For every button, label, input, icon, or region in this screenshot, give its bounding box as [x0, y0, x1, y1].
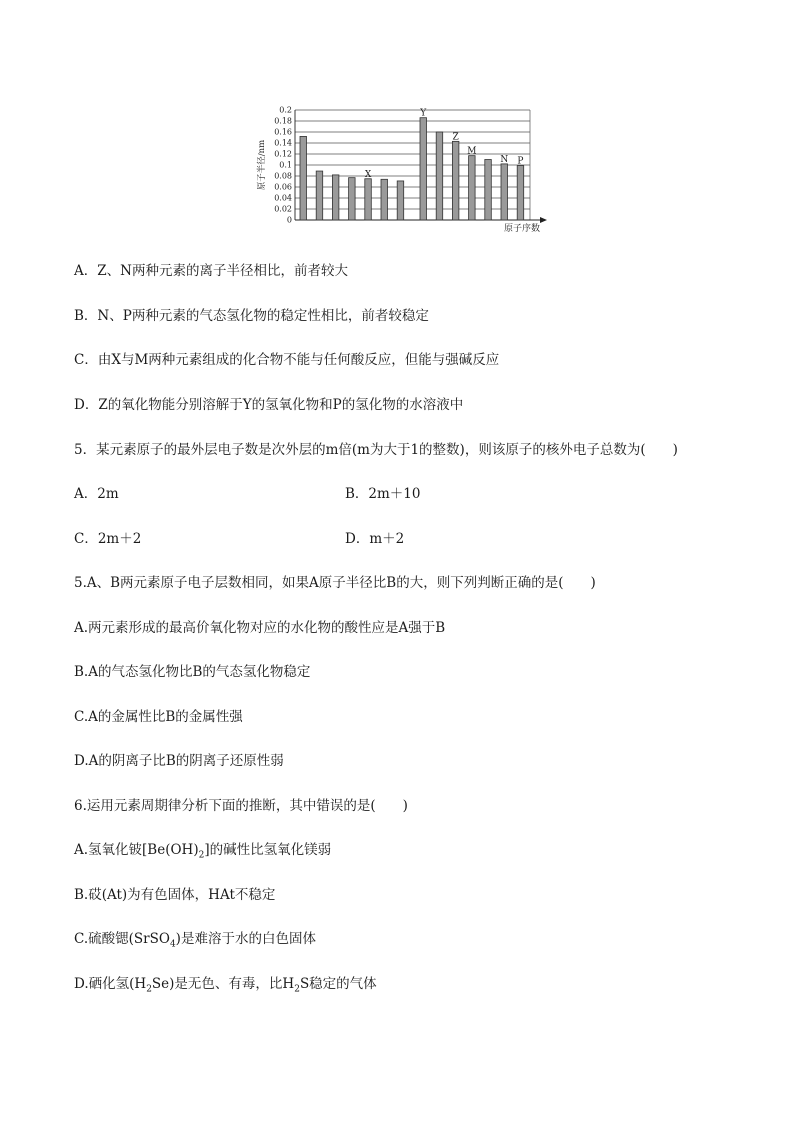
bar-label: Z — [452, 132, 459, 143]
q4-option-c: C．由X与M两种元素组成的化合物不能与任何酸反应，但能与强碱反应 — [74, 352, 500, 368]
bar — [485, 160, 492, 221]
bar — [436, 132, 443, 220]
bar — [397, 181, 404, 220]
q6-option-d: D.硒化氢$(H_2Se)$是无色、有毒，比$H_2S$稳定的气体 — [74, 976, 377, 995]
y-tick-label: 0.02 — [274, 204, 292, 214]
atomic-radius-chart — [255, 100, 555, 240]
chart-svg — [255, 100, 555, 240]
bar — [469, 156, 476, 220]
y-axis-label: 原子半径/nm — [257, 139, 267, 191]
bar — [517, 166, 524, 220]
q5a-option-a: A．2m — [74, 486, 119, 502]
q5a-option-c: C．2m＋2 — [74, 531, 142, 547]
q6-option-c: C.硫酸锶(SrSO$_4$)是难溶于水的白色固体 — [74, 931, 316, 950]
q6-stem: 6.运用元素周期律分析下面的推断，其中错误的是( ) — [74, 798, 408, 814]
q6-option-a: A.氢氧化铍$[Be(OH)_2]$的碱性比氢氧化镁弱 — [74, 842, 332, 861]
q5b-option-b: B.A的气态氢化物比B的气态氢化物稳定 — [74, 664, 311, 680]
bar-label: X — [364, 169, 372, 180]
bar — [365, 179, 372, 220]
bar-label: M — [467, 146, 477, 157]
x-axis-label: 原子序数 — [503, 224, 540, 234]
y-tick-label: 0.04 — [274, 193, 292, 203]
bar — [420, 118, 427, 220]
q5b-option-d: D.A的阴离子比B的阴离子还原性弱 — [74, 753, 284, 769]
y-tick-label: 0.16 — [274, 127, 292, 137]
y-tick-label: 0.12 — [274, 149, 292, 159]
bar — [332, 175, 339, 220]
y-tick-label: 0.14 — [274, 138, 292, 148]
bar — [316, 171, 323, 220]
bar — [349, 178, 356, 220]
y-tick-label: 0.1 — [279, 160, 292, 170]
q4-option-b: B．N、P两种元素的气态氢化物的稳定性相比，前者较稳定 — [74, 308, 429, 324]
bar — [300, 136, 307, 220]
bar — [381, 179, 388, 220]
bar-label: P — [517, 156, 524, 167]
q5a-stem: 5．某元素原子的最外层电子数是次外层的m倍(m为大于1的整数)，则该原子的核外电子总数为( ) — [74, 442, 678, 458]
y-tick-label: 0 — [286, 215, 292, 225]
bar — [501, 164, 508, 220]
q4-option-d: D．Z的氧化物能分别溶解于Y的氢氧化物和P的氢化物的水溶液中 — [74, 397, 464, 413]
bar-label: N — [500, 154, 509, 165]
chart-labels — [365, 109, 524, 180]
bar — [452, 141, 459, 220]
q5b-stem: 5.A、B两元素原子电子层数相同，如果A原子半径比B的大，则下列判断正确的是( ) — [74, 575, 596, 591]
y-tick-label: 0.2 — [279, 105, 292, 115]
q6-option-b: B.砹(At)为有色固体，HAt不稳定 — [74, 887, 276, 903]
q5b-option-c: C.A的金属性比B的金属性强 — [74, 709, 243, 725]
x-axis-arrow — [540, 217, 547, 223]
y-tick-label: 0.08 — [274, 171, 292, 181]
bar-label: Y — [420, 108, 427, 119]
chart-bars — [300, 118, 524, 220]
q5a-option-b: B．2m＋10 — [345, 486, 421, 502]
q4-option-a: A．Z、N两种元素的离子半径相比，前者较大 — [74, 263, 348, 279]
q5a-option-d: D．m＋2 — [345, 531, 405, 547]
y-tick-label: 0.06 — [274, 182, 292, 192]
y-tick-label: 0.18 — [274, 116, 292, 126]
q5b-option-a: A.两元素形成的最高价氧化物对应的水化物的酸性应是A强于B — [74, 620, 446, 636]
